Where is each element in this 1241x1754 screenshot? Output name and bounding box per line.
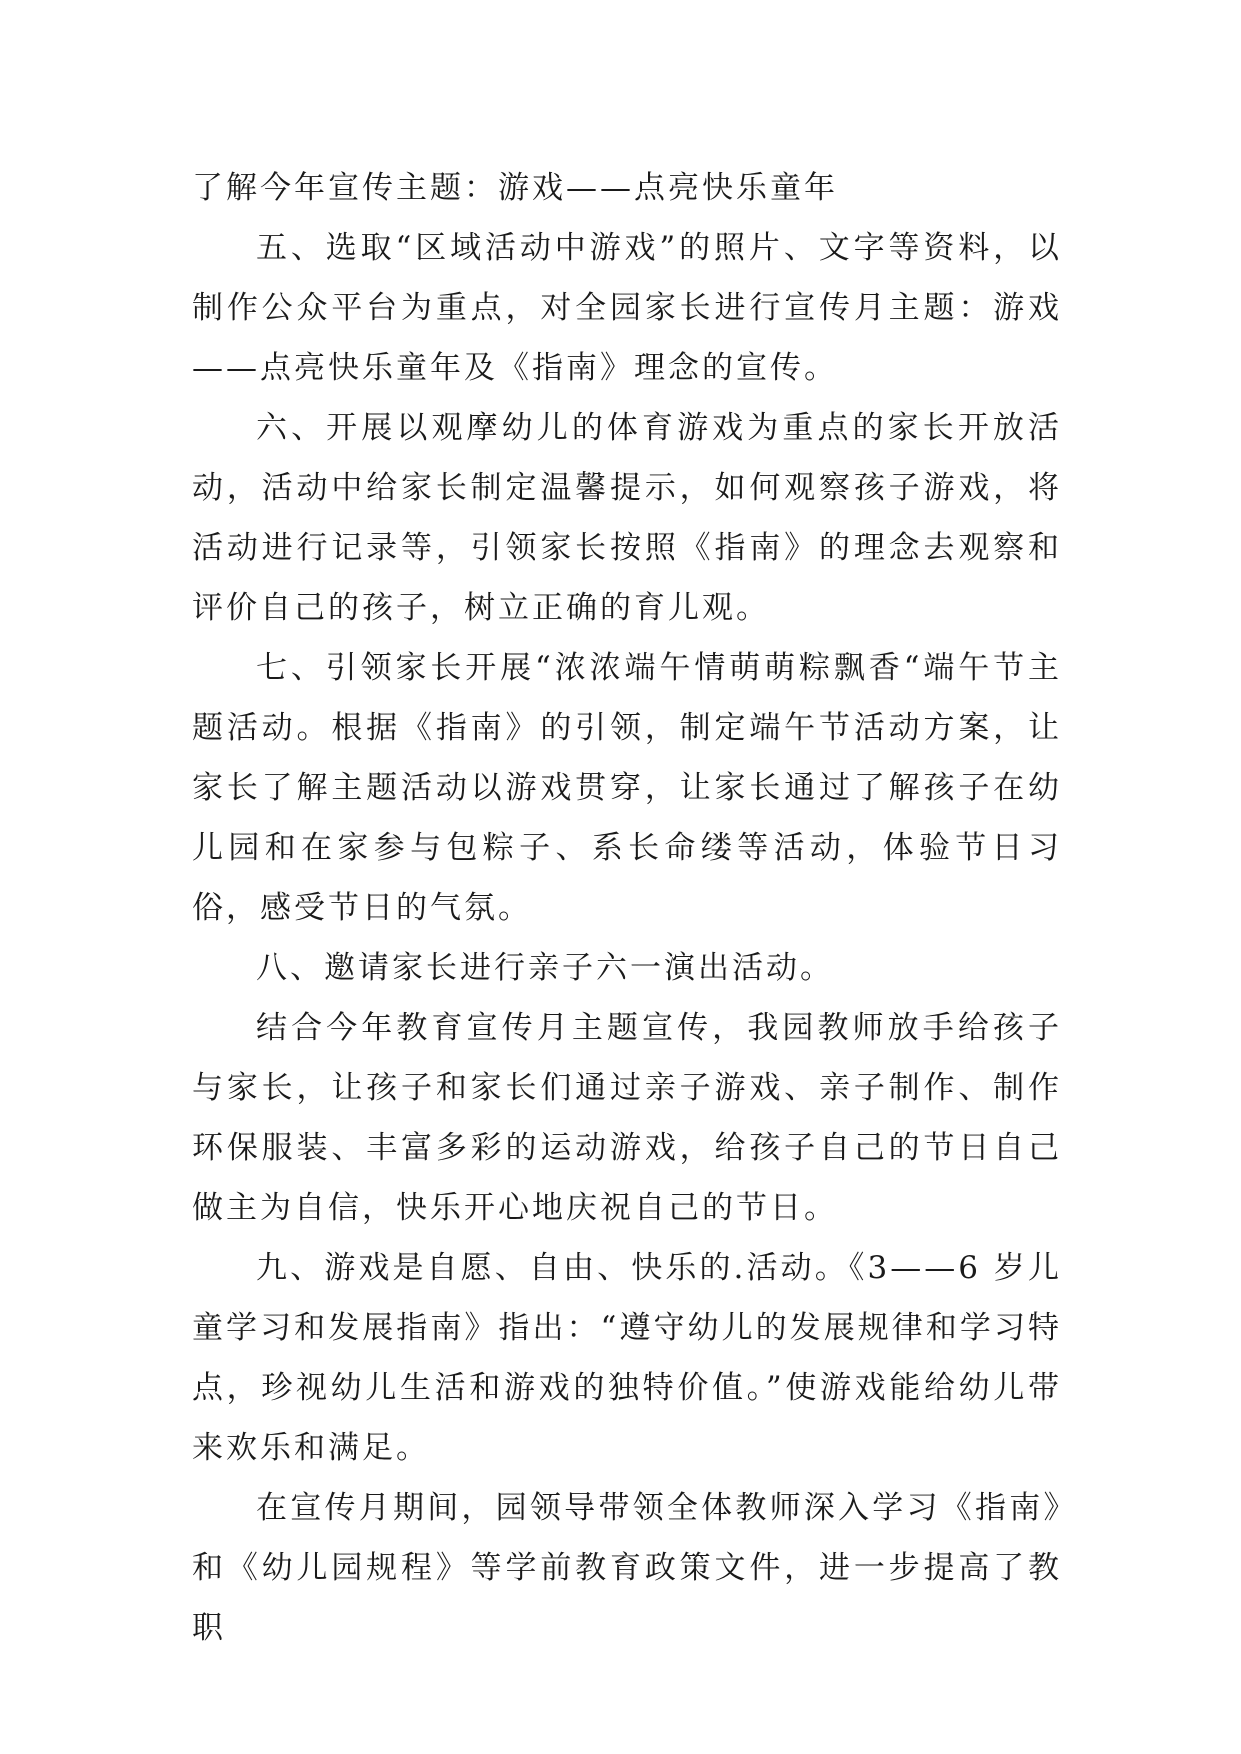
paragraph-item-7: 七、引领家长开展“浓浓端午情萌萌粽飘香“端午节主题活动。根据《指南》的引领，制定端午节活动方案，让家长了解主题活动以游戏贯穿，让家长通过了解孩子在幼儿园和在家参与包粽子、系长命缕等活动，体验节日习俗，感受节日的气氛。 bbox=[192, 650, 1062, 926]
paragraph-item-5: 五、选取“区域活动中游戏”的照片、文字等资料，以制作公众平台为重点，对全园家长进行宣传月主题：游戏——点亮快乐童年及《指南》理念的宣传。 bbox=[192, 230, 1062, 386]
document-body bbox=[192, 158, 1062, 1658]
paragraph-item-6: 六、开展以观摩幼儿的体育游戏为重点的家长开放活动，活动中给家长制定温馨提示，如何观察孩子游戏，将活动进行记录等，引领家长按照《指南》的理念去观察和评价自己的孩子，树立正确的育儿观。 bbox=[192, 410, 1062, 626]
paragraph-summary: 结合今年教育宣传月主题宣传，我园教师放手给孩子与家长，让孩子和家长们通过亲子游戏、亲子制作、制作环保服装、丰富多彩的运动游戏，给孩子自己的节日自己做主为自信，快乐开心地庆祝自己的节日。 bbox=[192, 1010, 1062, 1226]
paragraph-closing: 在宣传月期间，园领导带领全体教师深入学习《指南》和《幼儿园规程》等学前教育政策文件，进一步提高了教职 bbox=[192, 1490, 1062, 1646]
paragraph-item-8: 八、邀请家长进行亲子六一演出活动。 bbox=[256, 950, 834, 986]
paragraph-continuation: 了解今年宣传主题：游戏——点亮快乐童年 bbox=[192, 170, 838, 206]
paragraph-item-9: 九、游戏是自愿、自由、快乐的.活动。《3——6 岁儿童学习和发展指南》指出：“遵守幼儿的发展规律和学习特点，珍视幼儿生活和游戏的独特价值。”使游戏能给幼儿带来欢乐和满足。 bbox=[192, 1250, 1062, 1466]
